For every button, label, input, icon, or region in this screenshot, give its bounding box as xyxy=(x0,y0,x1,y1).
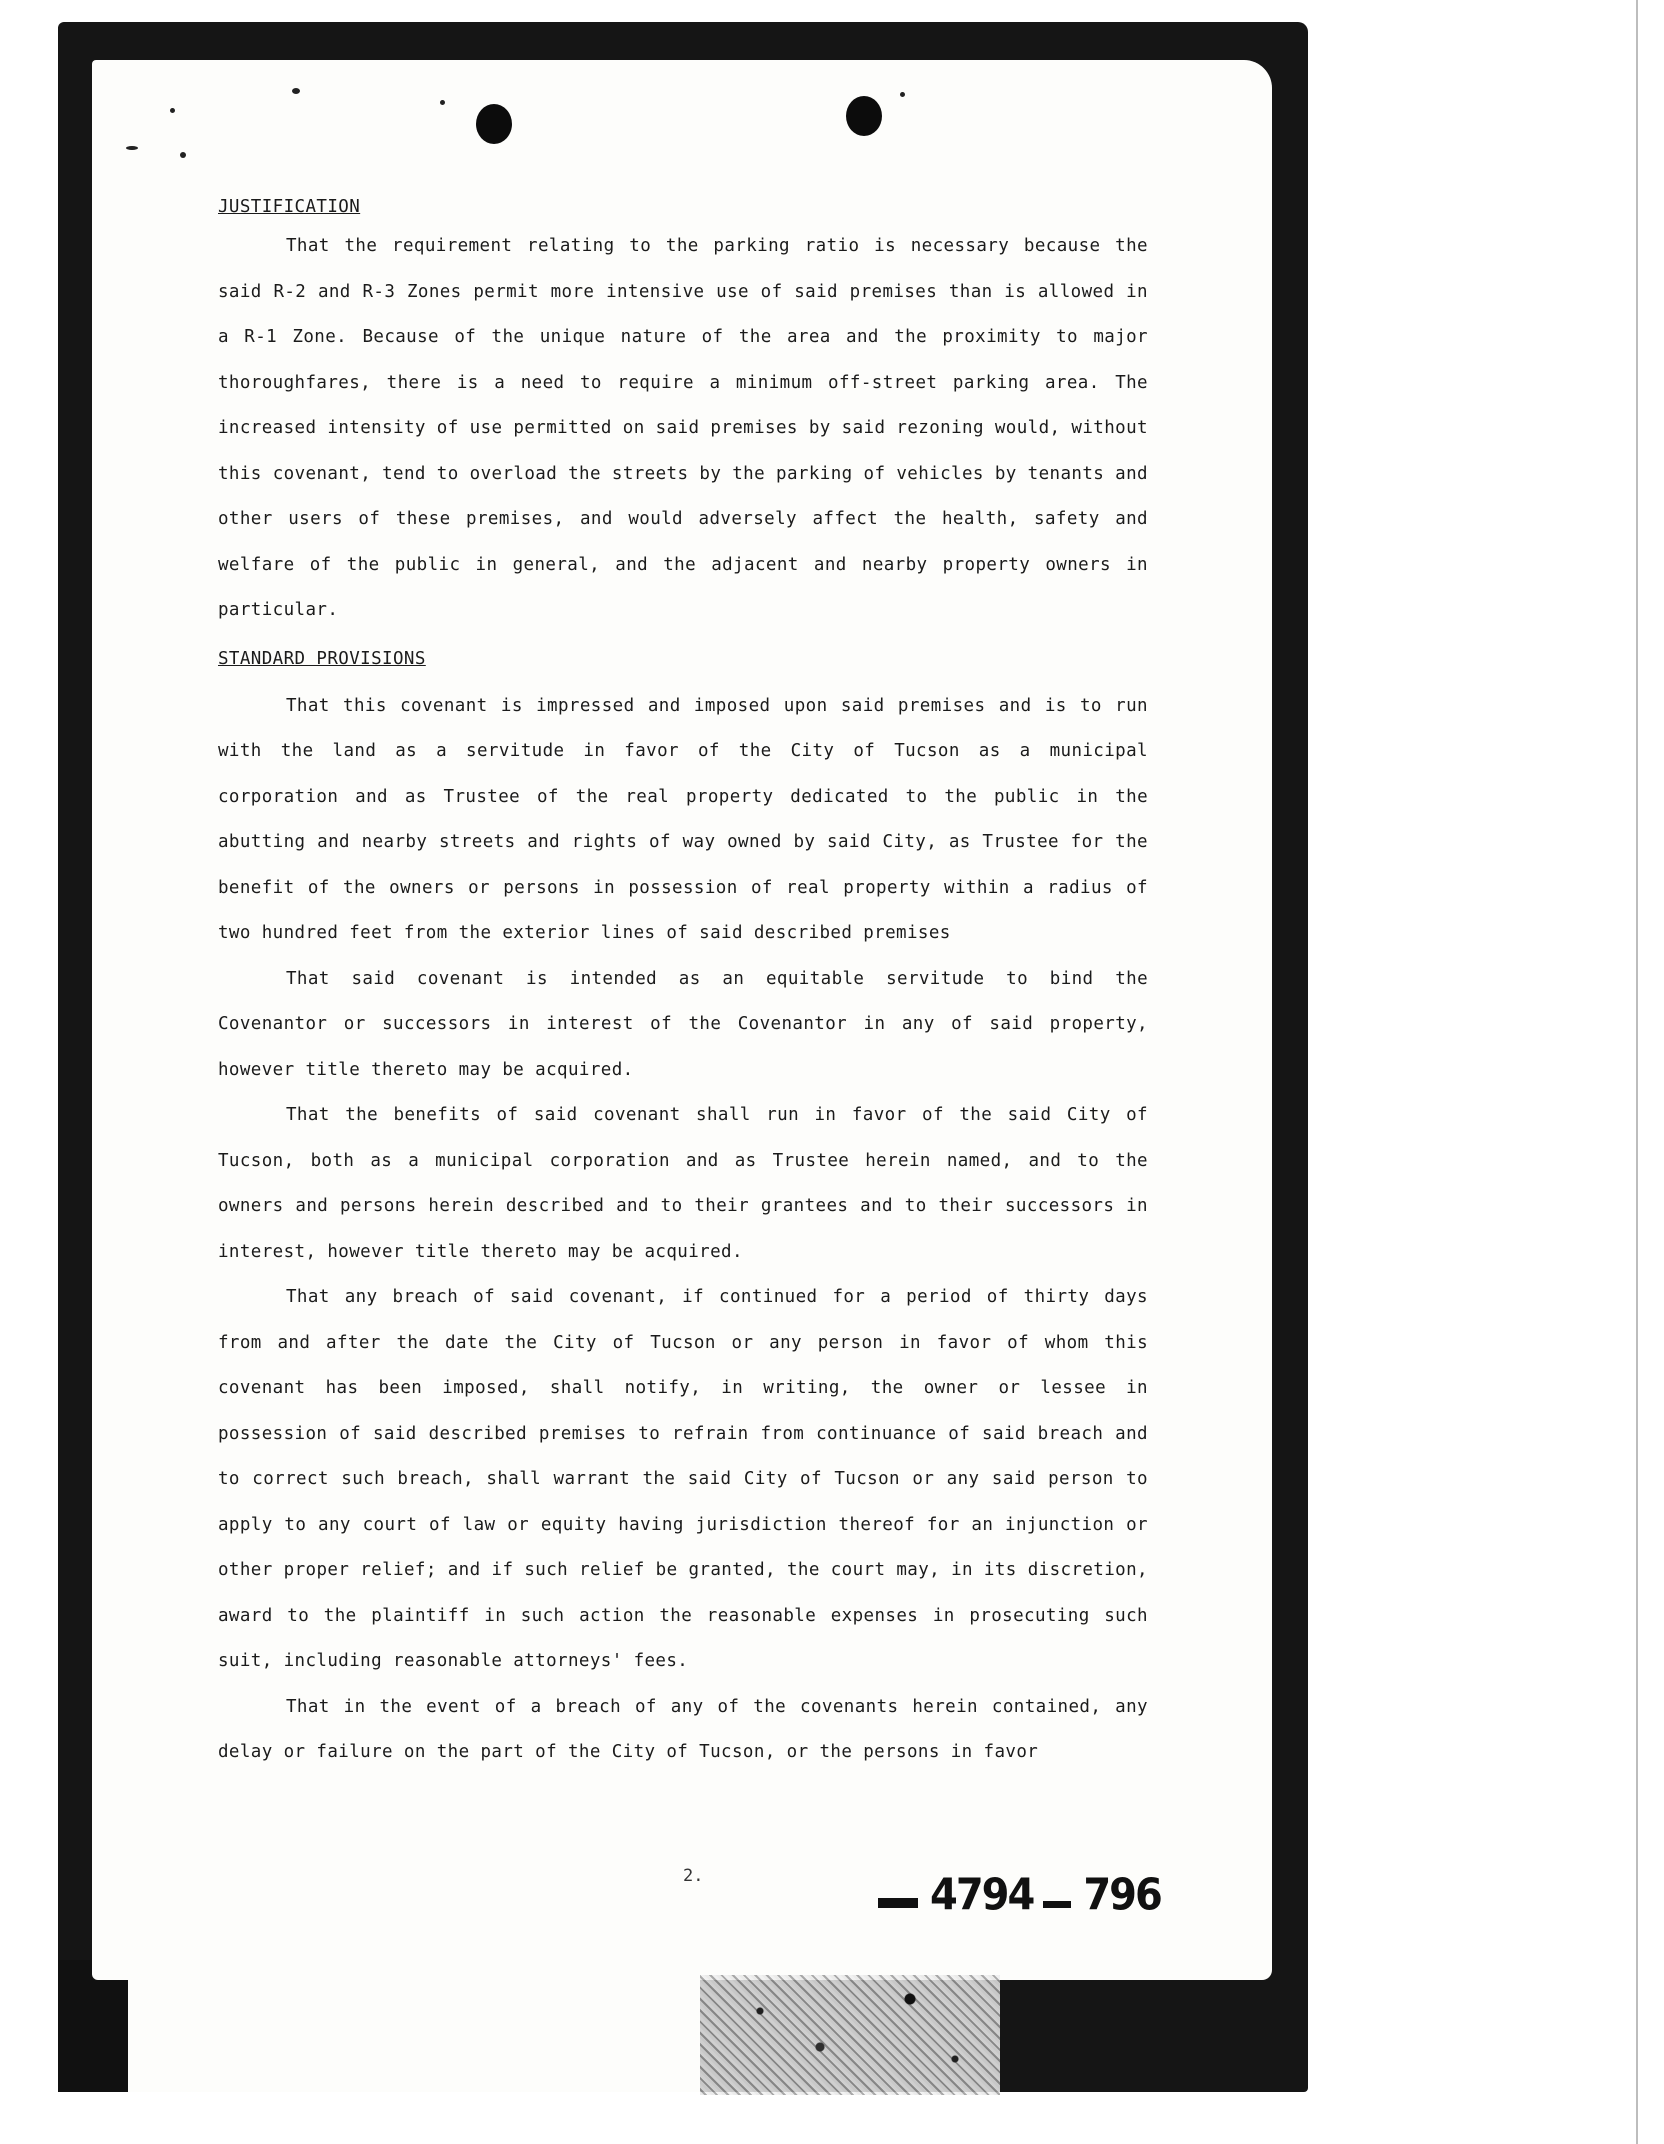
docket-page: 796 xyxy=(1083,1869,1161,1921)
page-number: 2. xyxy=(683,1866,704,1886)
document-body xyxy=(218,190,1148,1776)
covenant-paragraph: That said covenant is intended as an equitable servitude to bind the Covenantor or successors in interest of the Covenantor in any of said property, however title thereto may be acquired. xyxy=(218,968,1148,1080)
scan-speck xyxy=(292,88,300,94)
docket-marker xyxy=(1043,1901,1071,1908)
punch-hole-left xyxy=(476,104,512,144)
scan-speck xyxy=(180,152,186,158)
covenant-paragraph: That the benefits of said covenant shall run in favor of the said City of Tucson, both as a municipal corporation and as Trustee herein named, and to the owners and persons herein described and to their grantees and to their successors in interest, however title thereto may be acquired. xyxy=(218,1105,1148,1262)
covenant-paragraph: That in the event of a breach of any of the covenants herein contained, any delay or failure on the part of the City of Tucson, or the persons in favor xyxy=(218,1696,1148,1762)
punch-hole-right xyxy=(846,96,882,136)
justification-heading: JUSTIFICATION xyxy=(218,197,361,217)
scan-speck xyxy=(170,108,175,113)
scan-speck xyxy=(900,92,905,97)
page-edge-line xyxy=(1636,0,1638,2144)
docket-number: 4794 xyxy=(930,1869,1034,1921)
justification-paragraph: That the requirement relating to the parking ratio is necessary because the said R-2 and R-3 Zones permit more intensive use of said premises than is allowed in a R-1 Zone. Because of the unique nature of the area and the proximity to major thoroughfares, there is a need to require a minimum off-street parking area. The increased intensity of use permitted on said premises by said rezoning would, without this covenant, tend to overload the streets by the parking of vehicles by tenants and other users of these premises, and would adversely affect the health, safety and welfare of the public in general, and the adjacent and nearby property owners in particular. xyxy=(218,236,1148,620)
covenant-paragraph: That this covenant is impressed and imposed upon said premises and is to run with the land as a servitude in favor of the City of Tucson as a municipal corporation and as Trustee of the real property dedicated to the public in the abutting and nearby streets and rights of way owned by said City, as Trustee for the benefit of the owners or persons in possession of real property within a radius of two hundred feet from the exterior lines of said described premises xyxy=(218,695,1148,943)
paper-bottom-strip xyxy=(128,1975,700,2092)
scan-speck xyxy=(126,146,138,150)
docket-marker xyxy=(878,1898,918,1908)
scan-speck xyxy=(440,100,445,105)
covenant-paragraph: That any breach of said covenant, if continued for a period of thirty days from and after the date the City of Tucson or any person in favor of whom this covenant has been imposed, shall notify, in writing, the owner or lessee in possession of said described premises to refrain from continuance of said breach and to correct such breach, shall warrant the said City of Tucson or any said person to apply to any court of law or equity having jurisdiction thereof for an injunction or other proper relief; and if such relief be granted, the court may, in its discretion, award to the plaintiff in such action the reasonable expenses in prosecuting such suit, including reasonable attorneys' fees. xyxy=(218,1287,1148,1671)
docket-stamp xyxy=(878,1869,1161,1921)
standard-provisions-heading: STANDARD PROVISIONS xyxy=(218,648,426,669)
scan-noise xyxy=(700,1975,1000,2095)
